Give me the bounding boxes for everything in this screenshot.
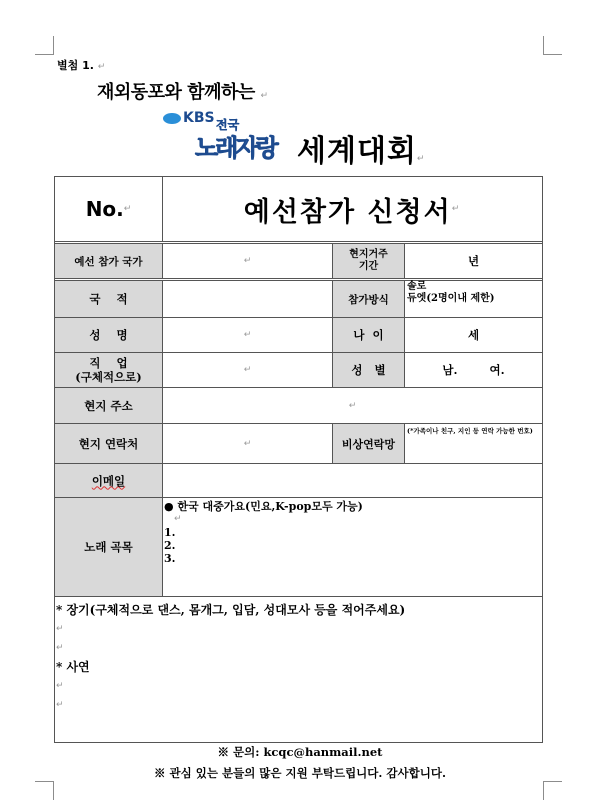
age-field[interactable]: 세 xyxy=(467,328,480,342)
crop-mark-bottom-left xyxy=(35,781,54,800)
kbs-eye-icon xyxy=(163,113,181,124)
contact-field[interactable]: ↵ xyxy=(163,424,333,463)
emergency-contact-field[interactable] xyxy=(405,424,542,463)
country-label: 예선 참가 국가 xyxy=(55,244,163,278)
participation-type-label: 참가방식 xyxy=(333,281,405,317)
crop-mark-bottom-right xyxy=(543,781,562,800)
inquiry-note: ※ 문의: kcqc@hanmail.net xyxy=(217,745,383,759)
song-field[interactable]: ● 한국 대중가요(민요,K-pop모두 가능) ↵ 1. 2. 3. xyxy=(164,500,363,565)
logo-jeonguk: 전국 xyxy=(216,118,240,132)
form-title: 예선참가 신청서 ↵ xyxy=(243,196,462,228)
gender-label: 성 별 xyxy=(333,353,405,387)
form-title-row xyxy=(55,177,542,244)
attachment-label: 별첨 1. ↵ xyxy=(57,59,106,72)
name-field[interactable]: ↵ xyxy=(163,318,333,352)
nationality-row xyxy=(55,281,542,318)
country-field[interactable]: ↵ xyxy=(163,244,333,278)
name-label: 성 명 xyxy=(55,318,163,352)
job-field[interactable]: ↵ xyxy=(163,353,333,387)
thanks-note: ※ 관심 있는 분들의 많은 지원 부탁드립니다. 감사합니다. xyxy=(154,766,446,780)
contact-label: 현지 연락처 xyxy=(55,424,163,463)
song-label: 노래 곡목 xyxy=(55,498,163,596)
talent-line: * 장기(구체적으로 댄스, 몸개그, 입담, 성대모사 등을 적어주세요) xyxy=(56,603,406,617)
application-form-table xyxy=(54,176,543,743)
emergency-contact-note: (*가족이나 친구, 지인 등 연락 가능한 번호) xyxy=(407,427,533,435)
song-item-3[interactable]: 3. xyxy=(164,552,176,565)
residence-period-label: 현지거주 기간 xyxy=(333,244,405,278)
address-row xyxy=(55,388,542,424)
gender-field[interactable]: 남. 여. xyxy=(442,363,505,377)
job-row xyxy=(55,353,542,388)
address-field[interactable]: ↵ xyxy=(348,400,357,411)
talent-story-field[interactable]: * 장기(구체적으로 댄스, 몸개그, 입담, 성대모사 등을 적어주세요) ↵ ↵ * 사연 ↵ ↵ xyxy=(55,597,542,742)
nationality-label: 국 적 xyxy=(55,281,163,317)
email-field[interactable] xyxy=(163,464,542,497)
email-label: 이메일 xyxy=(55,464,163,497)
participation-type-field[interactable] xyxy=(405,281,542,317)
song-row xyxy=(55,498,542,597)
kbs-logo xyxy=(163,110,283,165)
crop-mark-top-right xyxy=(543,36,562,55)
residence-period-field[interactable]: 년 xyxy=(467,254,480,268)
option-solo[interactable]: 솔로 xyxy=(407,281,427,292)
kbs-wordmark: KBS xyxy=(163,110,215,126)
song-category-header: ● 한국 대중가요(민요,K-pop모두 가능) xyxy=(164,500,363,513)
crop-mark-top-left xyxy=(35,36,54,55)
no-cell: No. ↵ xyxy=(55,177,163,241)
country-row xyxy=(55,244,542,281)
logo-noraejarang: 노래자랑 xyxy=(195,134,276,162)
main-title: 세계대회↵ xyxy=(297,134,426,169)
song-item-2[interactable]: 2. xyxy=(164,539,176,552)
song-item-1[interactable]: 1. xyxy=(164,526,176,539)
option-duet[interactable]: 듀엣(2명이내 제한) xyxy=(407,293,495,304)
email-row xyxy=(55,464,542,498)
contact-row xyxy=(55,424,542,464)
job-label: 직 업 (구체적으로) xyxy=(55,353,163,387)
age-label: 나 이 xyxy=(333,318,405,352)
address-label: 현지 주소 xyxy=(55,388,163,423)
name-row xyxy=(55,318,542,353)
nationality-field[interactable] xyxy=(163,281,333,317)
story-line: * 사연 xyxy=(56,660,90,674)
subtitle: 재외동포와 함께하는 ↵ xyxy=(97,82,268,103)
emergency-contact-label: 비상연락망 xyxy=(333,424,405,463)
